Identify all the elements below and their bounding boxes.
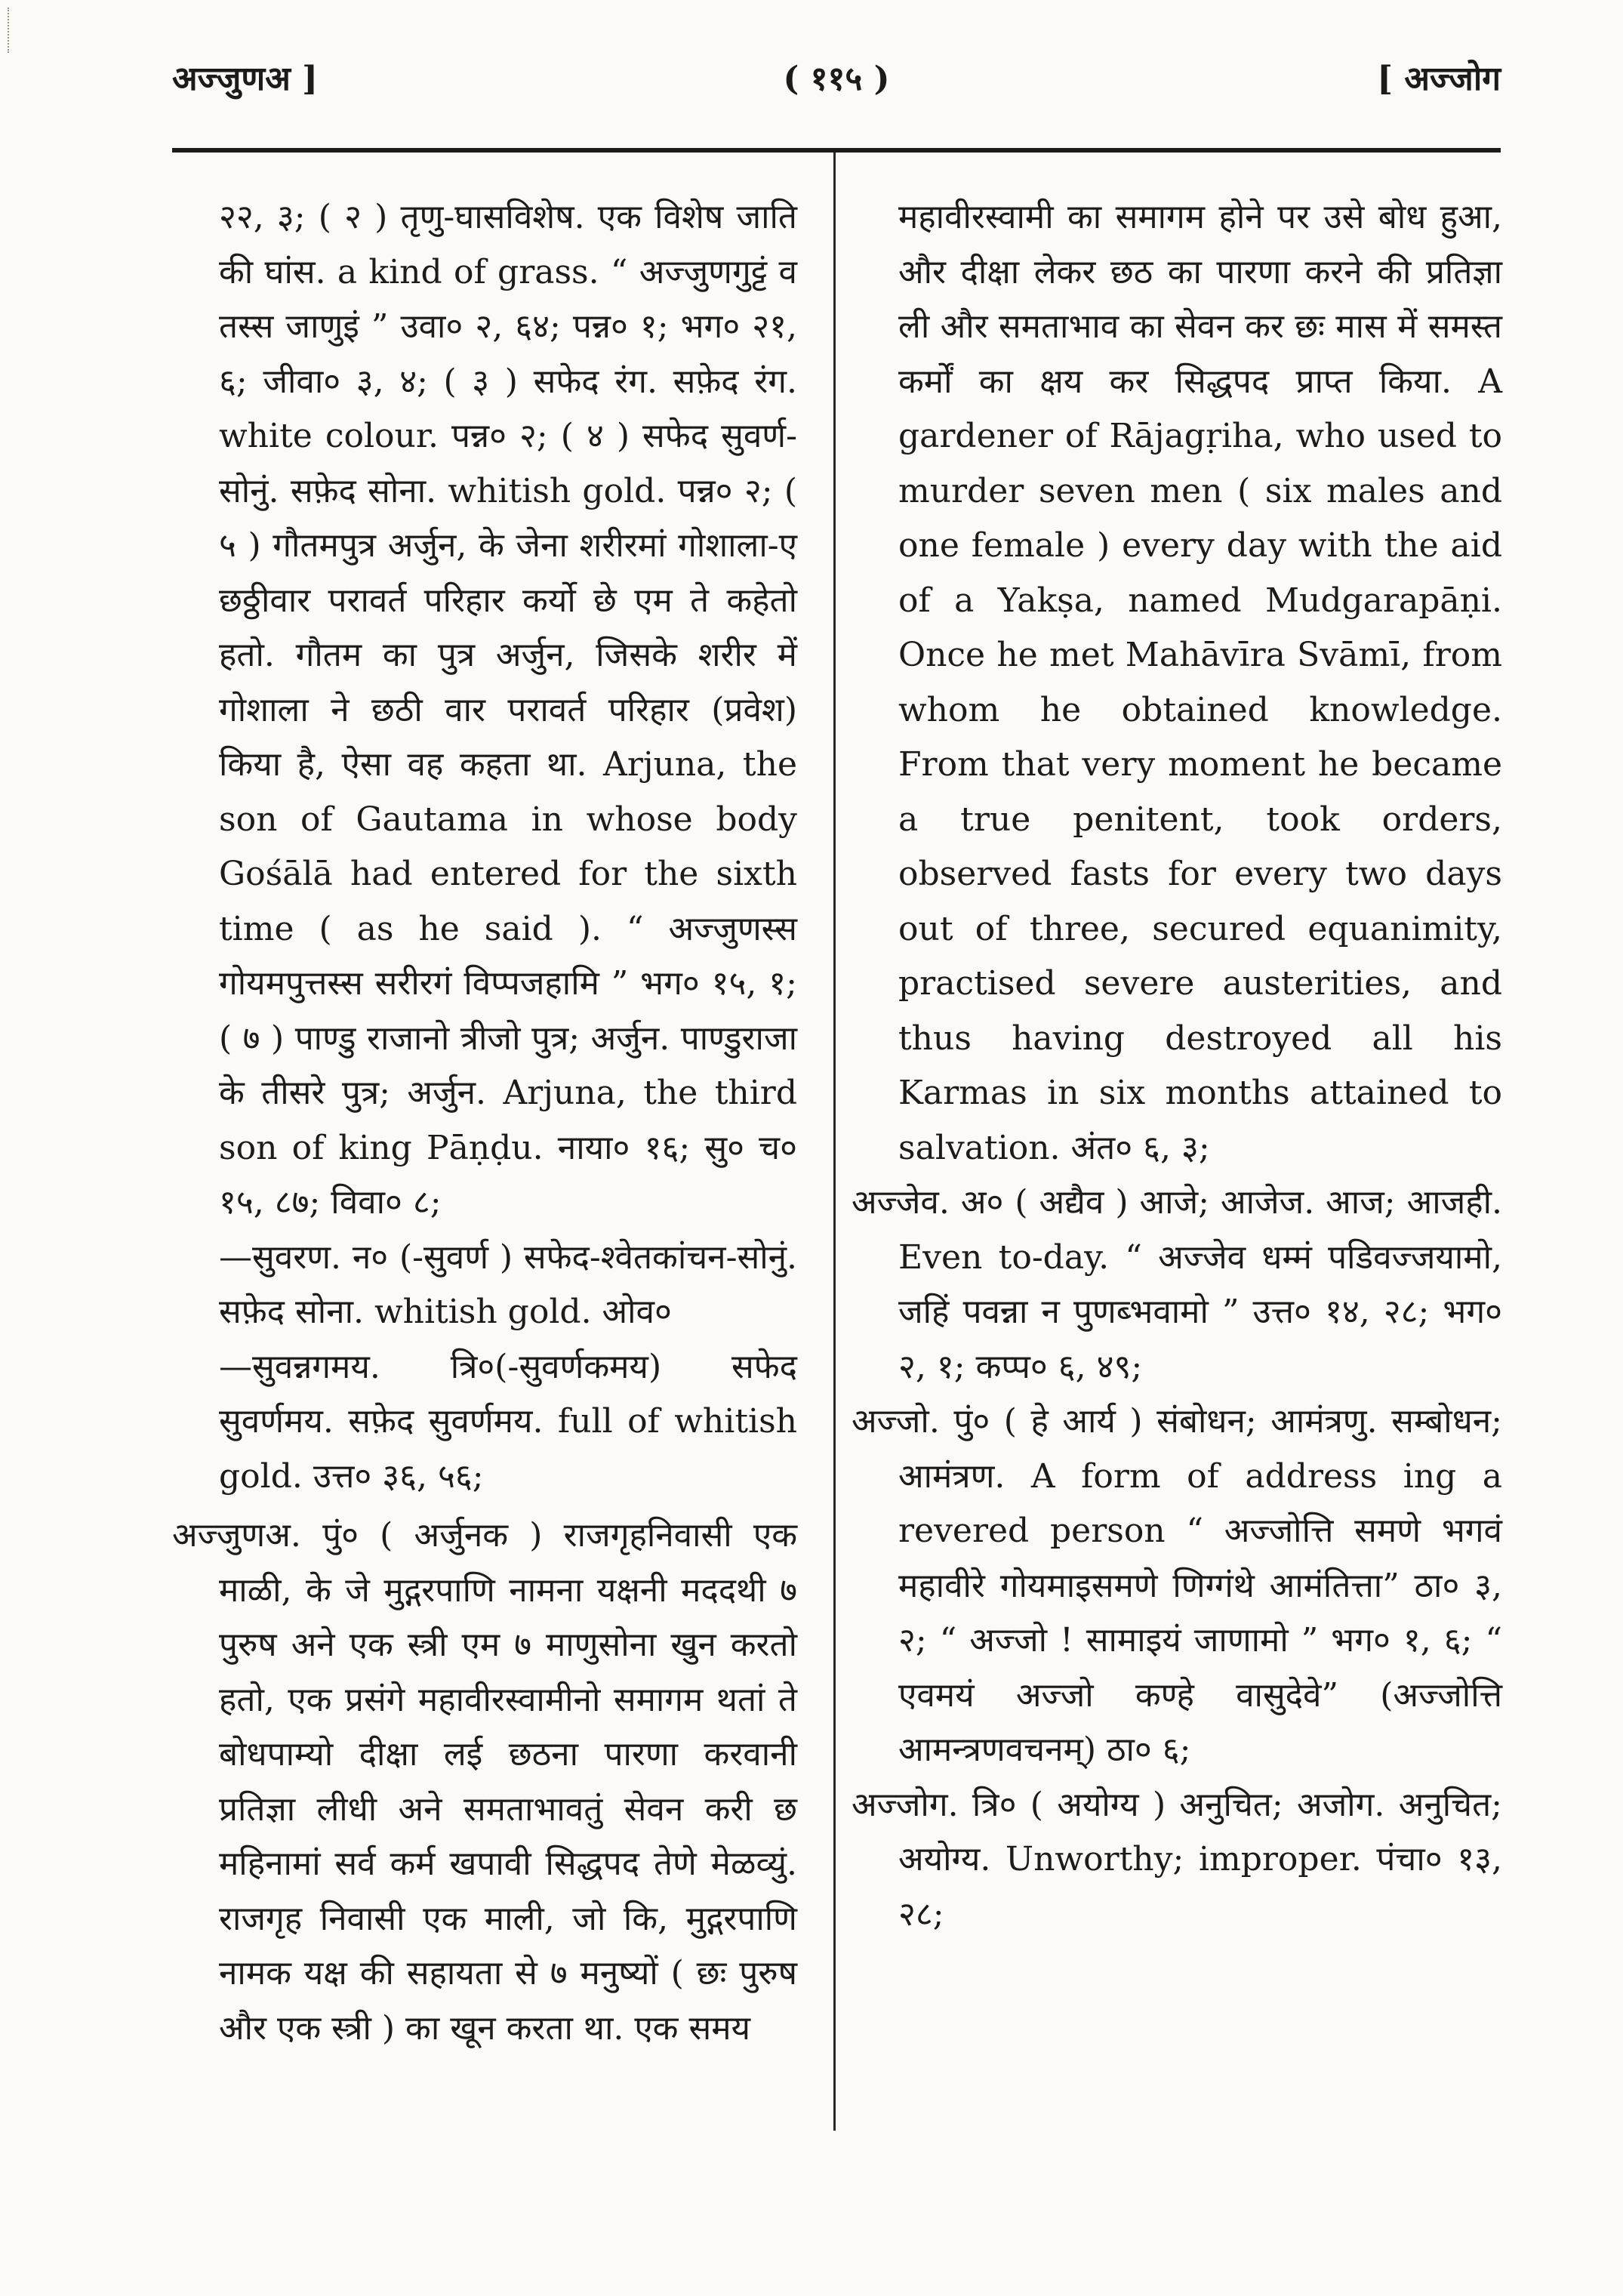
right-column [852, 190, 1502, 1942]
entry-ajjunaa: अज्जुणअ. पुं० ( अर्जुनक ) राजगृहनिवासी एक माळी, के जे मुद्गरपाणि नामना यक्षनी मददथी ७ पुरुष अने एक स्त्री एम ७ माणुसोना खुन करतो हतो, एक प्रसंगे महावीरस्वामीनो समागम थतां ते बोधपाम्यो दीक्षा लई छठना पारणा करवानी प्रतिज्ञा लीधी अने समताभावतुं सेवन करी छ महिनामां सर्व कर्म खपावी सिद्धपद तेणे मेळव्युं. राजगृह निवासी एक माली, जो कि, मुद्गरपाणि नामक यक्ष की सहायता से ७ मनुष्यों ( छः पुरुष और एक स्त्री ) का खून करता था. एक समय [172, 1516, 797, 2048]
margin-mark [8, 8, 20, 53]
column-divider [833, 153, 836, 2131]
sub-entry-suvannagamaya: —सुवन्नगमय. त्रि०(-सुवर्णकमय) सफेद सुवर्णमय. सफ़ेद सुवर्णमय. full of whitish gold. उत्त० ३६, ५६; [219, 1347, 797, 1496]
page-number: ( ११५ ) [783, 60, 890, 98]
entry-continuation: २२, ३; ( २ ) तृणु-घासविशेष. एक विशेष जाति की घांस. a kind of grass. “ अज्जुणगुट्टं व तस्स जाणुइं ” उवा० २, ६४; पन्न० १; भग० २१, ६; जीवा० ३, ४; ( ३ ) सफेद रंग. सफ़ेद रंग. white colour. पन्न० २; ( ४ ) सफेद सुवर्ण-सोनुं. सफ़ेद सोना. whitish gold. पन्न० २; ( ५ ) गौतमपुत्र अर्जुन, के जेना शरीरमां गोशाला-ए छठ्ठीवार परावर्त परिहार कर्यो छे एम ते कहेतो हतो. गौतम का पुत्र अर्जुन, जिसके शरीर में गोशाला ने छठी वार परावर्त परिहार (प्रवेश) किया है, ऐसा वह कहता था. Arjuna, the son of Gautama in whose body Gośālā had entered for the sixth time ( as he said ). “ अज्जुणस्स गोयमपुत्तस्स सरीरगं विप्पजहामि ” भग० १५, १; ( ७ ) पाण्डु राजानो त्रीजो पुत्र; अर्जुन. पाण्डुराजा के तीसरे पुत्र; अर्जुन. Arjuna, the third son of king Pāṇḍu. नाया० १६; सु० च० १५, ८७; विवा० ८; [219, 198, 797, 1222]
header-left-guide-word: अज्जुणअ ] [172, 60, 318, 98]
header-right-guide-word: [ अज्जोग [1377, 60, 1501, 98]
entry-ajjeva: अज्जेव. अ० ( अद्यैव ) आजे; आजेज. आज; आजही. Even to-day. “ अज्जेव धम्मं पडिवज्जयामो, जहिं पवन्ना न पुणब्भवामो ” उत्त० १४, २८; भग० २, १; कप्प० ६, ४९; [852, 1183, 1502, 1386]
entry-ajjunaa-continuation: महावीरस्वामी का समागम होने पर उसे बोध हुआ, और दीक्षा लेकर छठ का पारणा करने की प्रतिज्ञा ली और समताभाव का सेवन कर छः मास में समस्त कर्मों का क्षय कर सिद्धपद प्राप्त किया. A gardener of Rājagṛiha, who used to murder seven men ( six males and one female ) every day with the aid of a Yakṣa, named Mudgarapāṇi. Once he met Mahāvīra Svāmī, from whom he obtained knowledge. From that very moment he became a true penitent, took orders, observed fasts for every two days out of three, secured equanimity, practised severe austerities, and thus having destroyed all his Karmas in six months attained to salvation. अंत० ६, ३; [898, 198, 1502, 1167]
entry-ajjoga: अज्जोग. त्रि० ( अयोग्य ) अनुचित; अजोग. अनुचित; अयोग्य. Unworthy; improper. पंचा० १३, २८; [852, 1785, 1502, 1934]
sub-entry-suvarana: —सुवरण. न० (-सुवर्ण ) सफेद-श्वेतकांचन-सोनुं. सफ़ेद सोना. whitish gold. ओव० [219, 1237, 797, 1331]
running-header [172, 45, 1501, 128]
left-column [172, 190, 797, 2056]
header-rule [172, 148, 1501, 153]
entry-ajjo: अज्जो. पुं० ( हे आर्य ) संबोधन; आमंत्रणु. सम्बोधन; आमंत्रण. A form of address ing a revered person “ अज्जोत्ति समणे भगवं महावीरे गोयमाइसमणे णिग्गंथे आमंतित्ता” ठा० ३, २; “ अज्जो ! सामाइयं जाणामो ” भग० १, ६; “ एवमयं अज्जो कण्हे वासुदेवे” (अज्जोत्ति आमन्त्रणवचनम्) ठा० ६; [852, 1402, 1502, 1769]
